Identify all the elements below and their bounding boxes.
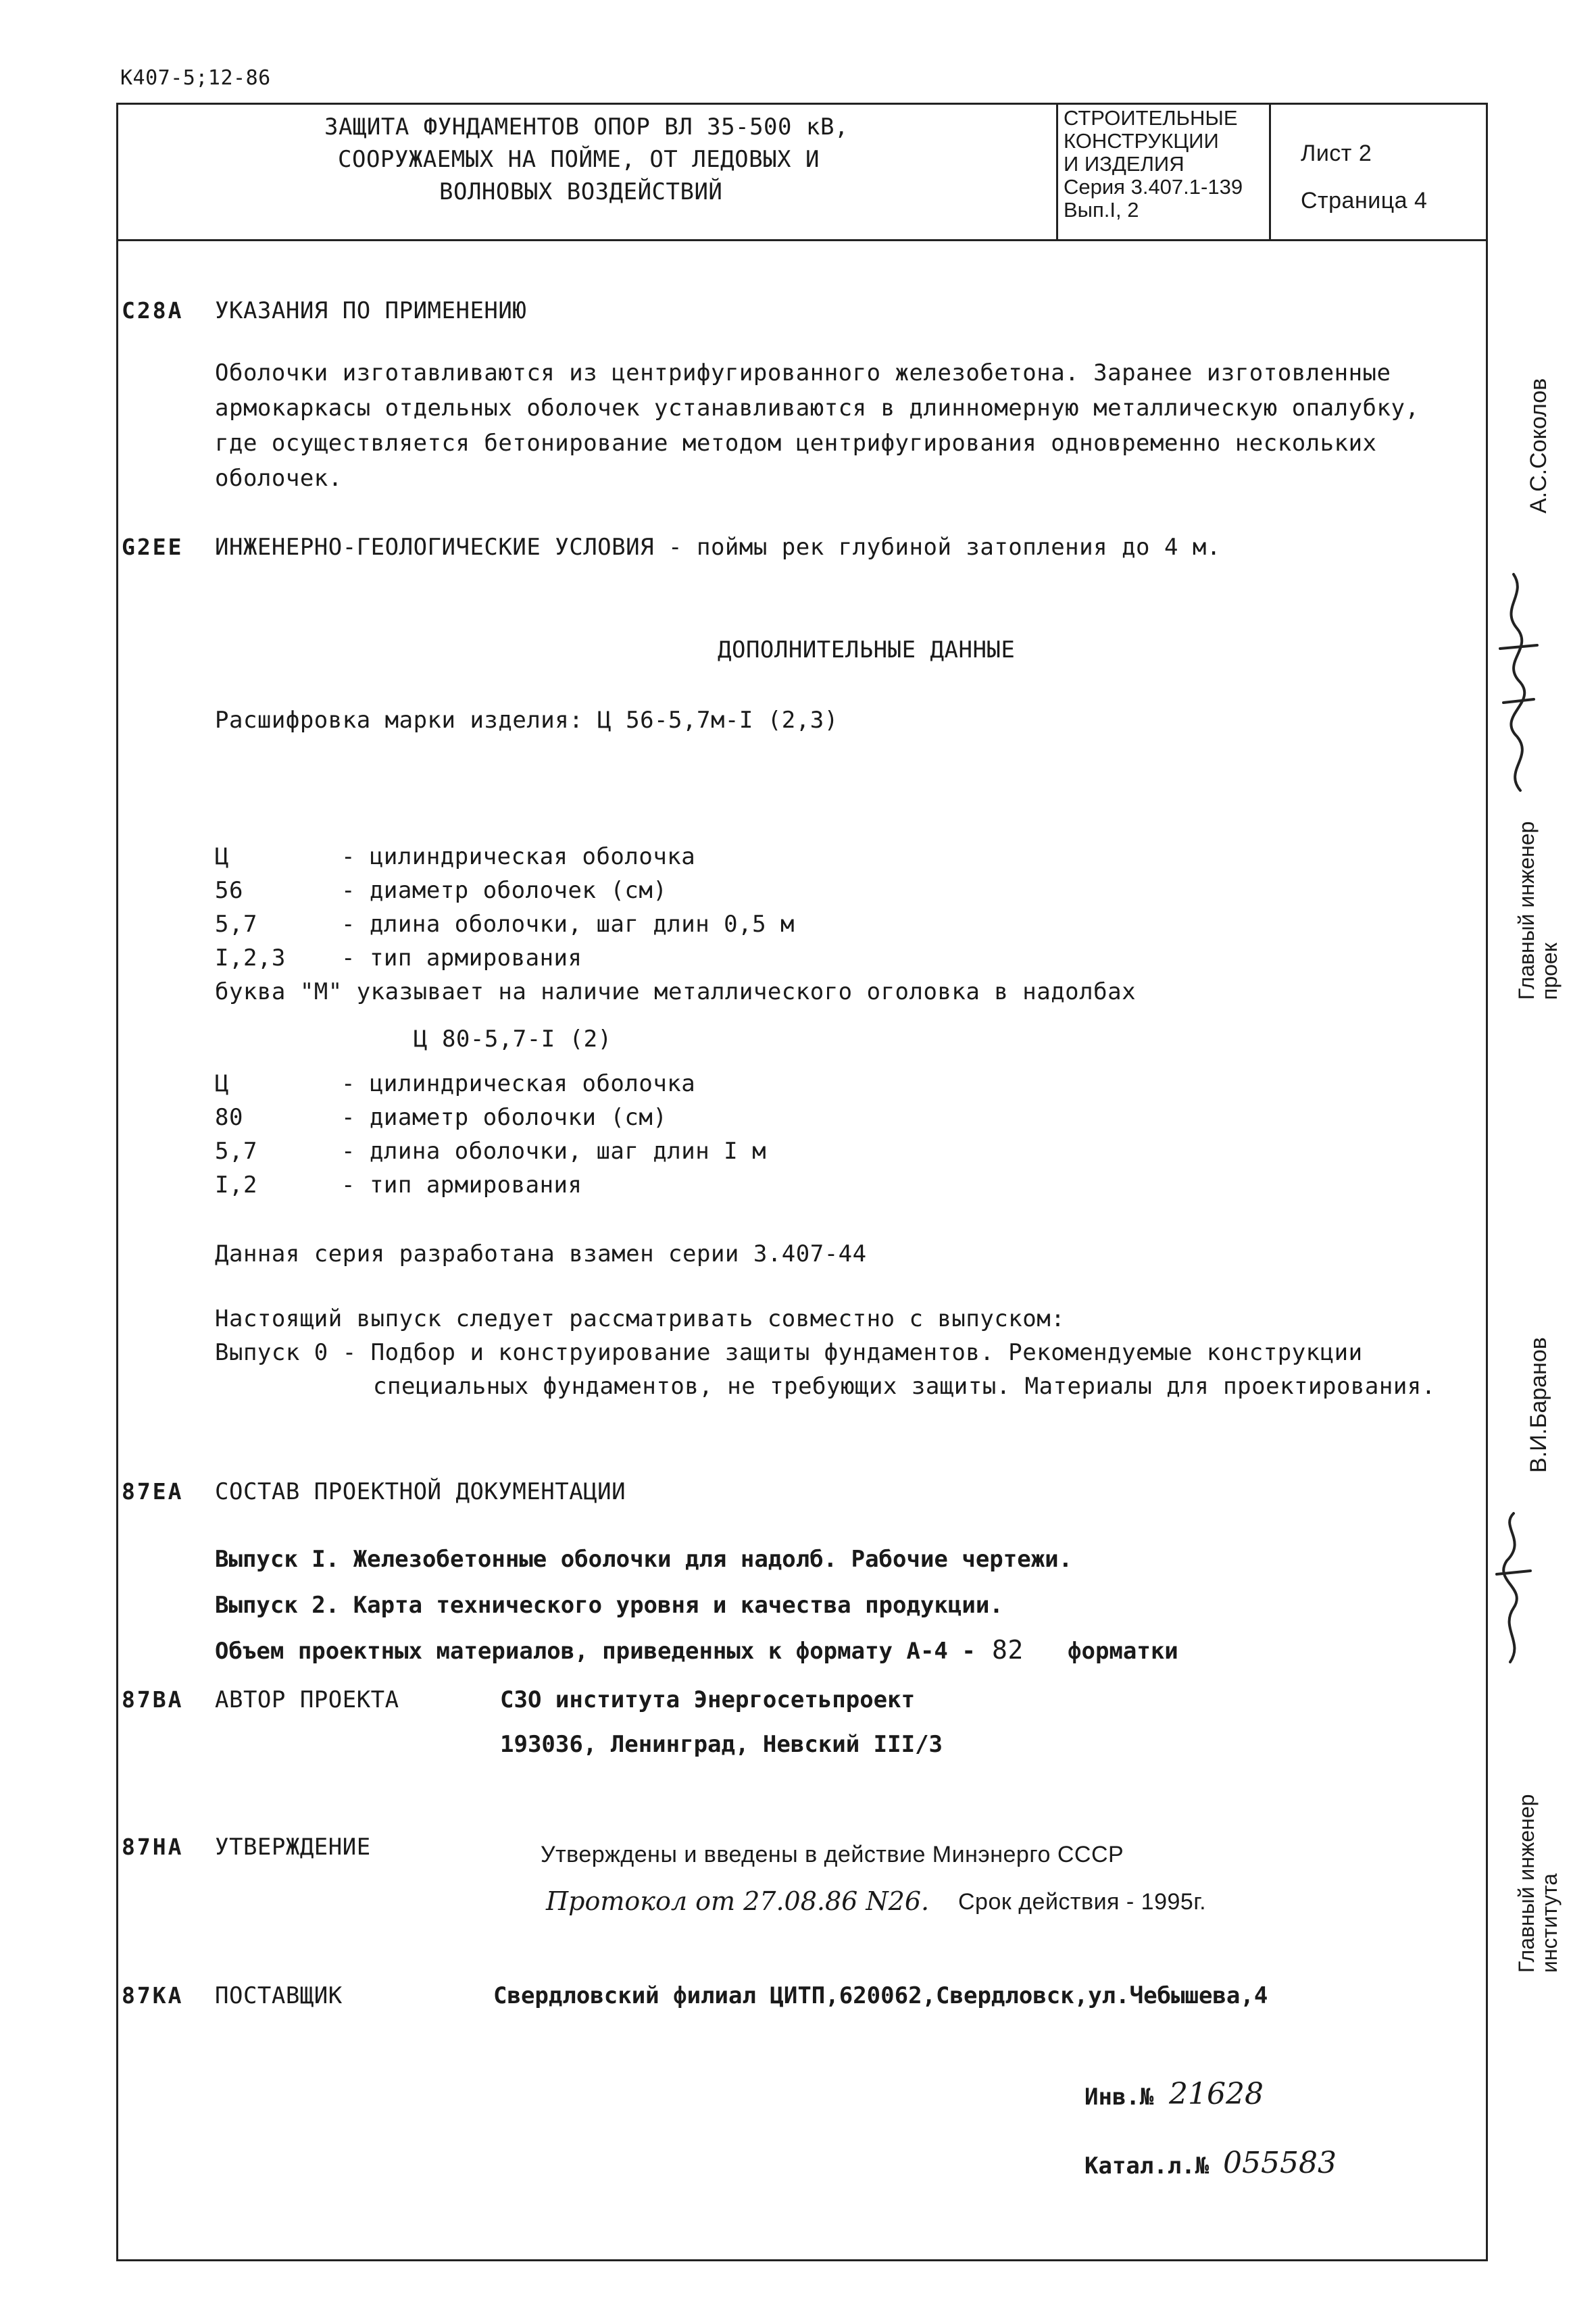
geology-conditions: ИНЖЕНЕРНО-ГЕОЛОГИЧЕСКИЕ УСЛОВИЯ - поймы рек глубиной затопления до 4 м. (215, 534, 1221, 561)
sheet-number: Лист 2 (1301, 141, 1372, 166)
body-line: Оболочки изготавливаются из центрифугированного железобетона. Заранее изготовленные (215, 359, 1391, 386)
title-line-3: ВОЛНОВЫХ ВОЗДЕЙСТВИЙ (439, 178, 723, 205)
header-divider (116, 239, 1488, 241)
supplier-address: Свердловский филиал ЦИТП,620062,Свердловск,ул.Чебышева,4 (493, 1982, 1268, 2009)
inventory-label: Инв.№ (1084, 2084, 1154, 2111)
section-code: 87КА (122, 1982, 184, 2009)
margin-role-2 (1515, 1794, 1561, 1973)
list-key: I,2 (215, 1172, 257, 1199)
mark-decode-title: Расшифровка марки изделия: Ц 56-5,7м-I (2,3) (215, 707, 839, 734)
list-value: - цилиндрическая оболочка (341, 1070, 696, 1097)
header-col-divider-2 (1269, 103, 1271, 241)
margin-role-1-line-a: Главный инженер (1514, 821, 1539, 1000)
doc-line-1: Выпуск I. Железобетонные оболочки для надолб. Рабочие чертежи. (215, 1546, 1073, 1573)
catalog-number: 055583 (1223, 2146, 1337, 2180)
list-value: - длина оболочки, шаг длин I м (341, 1138, 767, 1165)
list-key: Ц (215, 843, 229, 870)
margin-role-2-line-b: института (1537, 1873, 1562, 1973)
series-label: Серия 3.407.1-139 (1064, 175, 1243, 199)
mark-2: Ц 80-5,7-I (2) (414, 1026, 612, 1053)
doc-line-3: Объем проектных материалов, приведенных к формату А-4 - (215, 1638, 976, 1665)
author-address: 193036, Ленинград, Невский III/3 (500, 1731, 943, 1758)
list-value: - тип армирования (341, 1172, 582, 1199)
list-value: - диаметр оболочки (см) (341, 1104, 668, 1131)
list-value: - диаметр оболочек (см) (341, 877, 668, 904)
issue-label: Вып.I, 2 (1064, 198, 1139, 222)
list-key: Ц (215, 1070, 229, 1097)
list-value: - длина оболочки, шаг длин 0,5 м (341, 911, 795, 938)
signature-1 (1487, 568, 1547, 811)
author-org: СЗО института Энергосетьпроект (500, 1686, 916, 1713)
body-line: оболочек. (215, 465, 343, 492)
body-line: армокаркасы отдельных оболочек устанавливаются в длинномерную металлическую опалубку, (215, 395, 1420, 422)
signature-2 (1487, 1507, 1541, 1669)
replaces-series: Данная серия разработана взамен серии 3.407-44 (215, 1240, 867, 1267)
category-line-3: И ИЗДЕЛИЯ (1064, 152, 1184, 176)
section-code: 87ЕА (122, 1478, 184, 1505)
margin-role-2-line-a: Главный инженер (1514, 1794, 1539, 1973)
margin-role-1 (1515, 822, 1561, 1000)
section-heading: УТВЕРЖДЕНИЕ (215, 1834, 371, 1861)
title-line-2: СООРУЖАЕМЫХ НА ПОЙМЕ, ОТ ЛЕДОВЫХ И (338, 146, 820, 173)
note-m-letter: буква "М" указывает на наличие металлического оголовка в надолбах (215, 978, 1137, 1005)
section-code: 87ВА (122, 1686, 184, 1713)
page-frame (116, 103, 1488, 2261)
list-key: 5,7 (215, 1138, 257, 1165)
section-heading: АВТОР ПРОЕКТА (215, 1686, 399, 1713)
margin-name-2: В.И.Баранов (1526, 1337, 1551, 1473)
protocol-handwritten: Протокол от 27.08.86 N26. (546, 1886, 930, 1916)
list-key: I,2,3 (215, 945, 286, 972)
doc-line-2: Выпуск 2. Карта технического уровня и качества продукции. (215, 1592, 1003, 1619)
section-code: G2ЕЕ (122, 534, 184, 560)
category-block (1064, 107, 1243, 222)
category-line-1: СТРОИТЕЛЬНЫЕ (1064, 106, 1238, 130)
document-code: К407-5;12-86 (120, 66, 271, 90)
page-number: Страница 4 (1301, 188, 1428, 213)
approval-line: Утверждены и введены в действие Минэнерго СССР (541, 1842, 1124, 1867)
together-line-3: специальных фундаментов, не требующих защиты. Материалы для проектирования. (373, 1373, 1436, 1400)
list-value: - тип армирования (341, 945, 582, 972)
category-line-2: КОНСТРУКЦИИ (1064, 129, 1219, 153)
format-count: 82 (992, 1635, 1024, 1665)
section-heading: СОСТАВ ПРОЕКТНОЙ ДОКУМЕНТАЦИИ (215, 1478, 626, 1505)
section-code: С28А (122, 297, 184, 324)
margin-name-1: А.С.Соколов (1526, 378, 1551, 513)
validity-term: Срок действия - 1995г. (958, 1889, 1207, 1915)
catalog-label: Катал.л.№ (1084, 2153, 1210, 2180)
title-line-1: ЗАЩИТА ФУНДАМЕНТОВ ОПОР ВЛ 35-500 кВ, (324, 114, 849, 141)
list-key: 56 (215, 877, 243, 904)
list-key: 5,7 (215, 911, 257, 938)
together-line-1: Настоящий выпуск следует рассматривать совместно с выпуском: (215, 1305, 1066, 1332)
body-line: где осуществляется бетонирование методом центрифугирования одновременно нескольких (215, 430, 1377, 457)
header-col-divider-1 (1056, 103, 1058, 241)
together-line-2: Выпуск 0 - Подбор и конструирование защиты фундаментов. Рекомендуемые конструкции (215, 1339, 1363, 1366)
section-heading: ПОСТАВЩИК (215, 1982, 343, 2009)
additional-data-heading: ДОПОЛНИТЕЛЬНЫЕ ДАННЫЕ (718, 636, 1016, 663)
section-heading: УКАЗАНИЯ ПО ПРИМЕНЕНИЮ (215, 297, 527, 324)
list-value: - цилиндрическая оболочка (341, 843, 696, 870)
inventory-number: 21628 (1169, 2077, 1264, 2111)
list-key: 80 (215, 1104, 243, 1131)
section-code: 87НА (122, 1834, 184, 1860)
margin-role-1-line-b: проек (1537, 942, 1562, 1000)
doc-line-3-unit: форматки (1068, 1638, 1178, 1665)
